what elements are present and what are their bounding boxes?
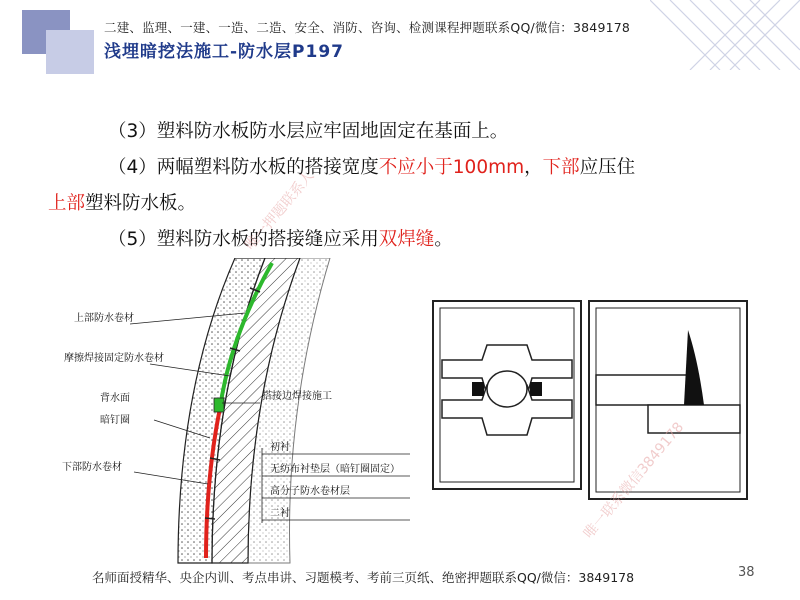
- section-diagram: [60, 258, 430, 568]
- legend-membrane: 高分子防水卷材层: [270, 486, 350, 497]
- highlight-width: 不应小于100mm: [378, 157, 525, 178]
- legend-initial: 初衬: [270, 442, 290, 453]
- page-number: 38: [738, 565, 755, 580]
- point-5: [48, 222, 768, 258]
- point-3-text: （3）塑料防水板防水层应牢固地固定在基面上。: [108, 121, 509, 142]
- page-title: 浅埋暗挖法施工-防水层P197: [104, 42, 345, 62]
- point-4: [48, 150, 768, 186]
- body-text: [48, 114, 768, 258]
- lap-weld-detail: [588, 300, 748, 500]
- weld-seam-right: [530, 382, 542, 396]
- label-nail: 暗钉圈: [100, 415, 130, 426]
- label-lap-weld: 搭接边焊接施工: [262, 391, 332, 402]
- decor-corner-lines: [650, 0, 800, 70]
- highlight-lower: 下部: [542, 157, 580, 178]
- point-5-prefix: （5）塑料防水板的搭接缝应采用: [108, 229, 379, 250]
- legend-geotextile: 无纺布衬垫层（暗钉圈固定）: [270, 464, 400, 475]
- weld-seam-left: [472, 382, 484, 396]
- watermark: 唯一联系微信3849178: [580, 419, 688, 542]
- label-lower-membrane: 下部防水卷材: [62, 462, 122, 473]
- upper-sheet-2: [596, 375, 692, 405]
- double-weld-detail: [432, 300, 582, 490]
- point-4-suffix: 应压住: [579, 157, 636, 178]
- footer-text: 名师面授精华、央企内训、考点串讲、习题模考、考前三页纸、绝密押题联系QQ/微信：3849178: [92, 570, 635, 585]
- weld-bulb: [487, 371, 527, 407]
- label-water-face: 背水面: [100, 393, 130, 404]
- point-4-prefix: （4）两幅塑料防水板的搭接宽度: [108, 157, 379, 178]
- header-contact-line: 二建、监理、一建、一造、二造、安全、消防、咨询、检测课程押题联系QQ/微信：3849178: [104, 20, 631, 35]
- label-weld-fix: 摩擦焊接固定防水卷材: [64, 353, 164, 364]
- decor-square-light: [46, 30, 94, 74]
- label-upper-membrane: 上部防水卷材: [74, 313, 134, 324]
- point-4-cont-text: 塑料防水板。: [85, 193, 197, 214]
- highlight-double-weld: 双焊缝: [378, 229, 435, 250]
- legend-secondary: 二衬: [270, 508, 290, 519]
- point-3: [48, 114, 768, 150]
- weld-spot: [214, 398, 224, 412]
- highlight-upper: 上部: [48, 193, 86, 214]
- watermark: 唯一押题联系人: [242, 167, 318, 254]
- point-4-cont: [48, 186, 768, 222]
- point-4-comma: ，: [524, 157, 543, 178]
- point-5-suffix: 。: [434, 229, 453, 250]
